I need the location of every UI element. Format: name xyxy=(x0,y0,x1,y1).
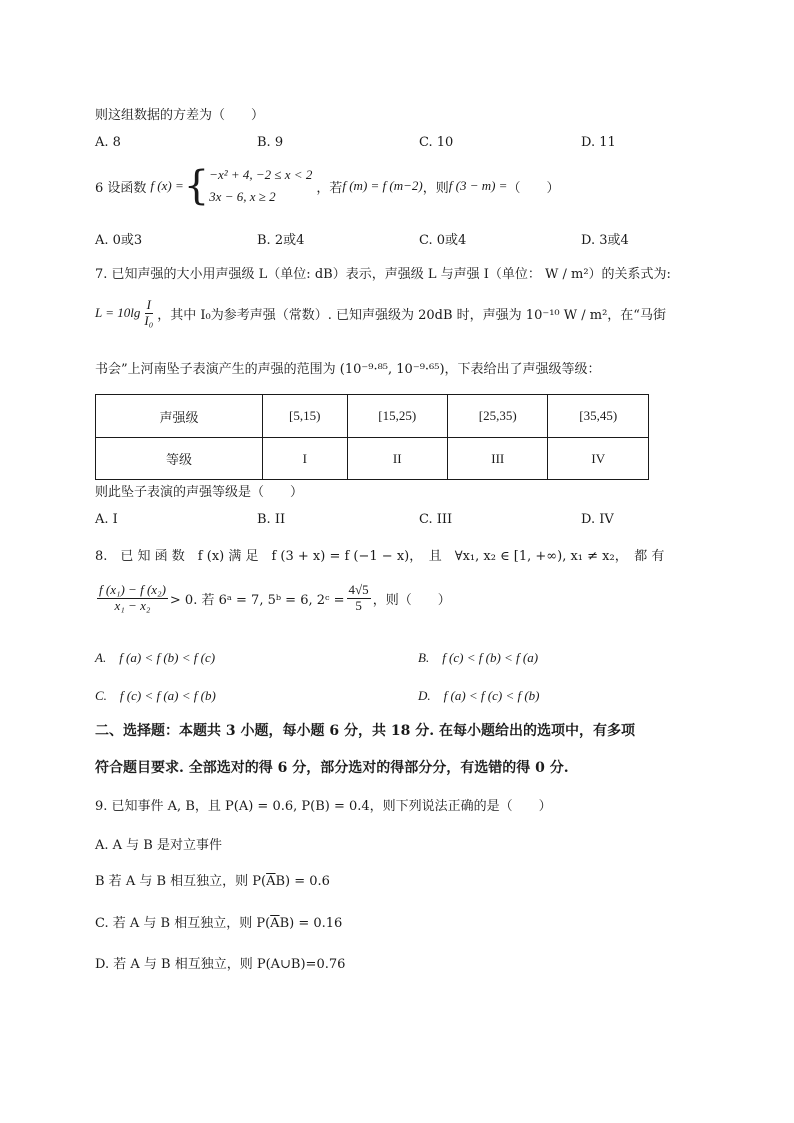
q6-options xyxy=(95,229,745,248)
q6-mid: ，若 xyxy=(316,180,343,196)
q7-frac-num: I xyxy=(146,297,151,312)
q6-stem xyxy=(95,164,559,208)
q6-prefix: 6 设函数 xyxy=(95,180,147,196)
table-cell: [15,25) xyxy=(347,395,447,438)
table-cell: 声强级 xyxy=(96,395,263,438)
table-cell: 等级 xyxy=(96,438,263,480)
q8-frac-num: f (x₁) − f (x₂) xyxy=(99,582,166,597)
section-2-heading-line-2: 符合题目要求. 全部选对的得 6 分，部分选对的得部分分，有选错的得 0 分. xyxy=(95,760,569,776)
q5-option-b: B. 9 xyxy=(257,135,284,150)
q9-option-c-pre: C. 若 A 与 B 相互独立，则 P( xyxy=(95,916,271,931)
q8-option-d: D. f (a) < f (c) < f (b) xyxy=(418,688,540,703)
q7-option-d: D. IV xyxy=(581,512,614,527)
q6-cases xyxy=(209,164,312,208)
q6-brace: { xyxy=(183,163,210,209)
q8-line-1: 8. 已 知 函 数 f (x) 满 足 f (3 + x) = f (−1 − x)， 且 ∀x₁, x₂ ∈ [1, +∞), x₁ ≠ x₂， 都 有 xyxy=(95,549,665,564)
q6-option-a: A. 0或3 xyxy=(95,233,143,248)
q7-line-1: 7. 已知声强的大小用声强级 L（单位: dB）表示，声强级 L 与声强 I（单位： W / m²）的关系式为: xyxy=(95,267,671,282)
q7-frac-den: I₀ xyxy=(144,312,154,328)
table-row-grade xyxy=(96,438,649,480)
q8-line-2 xyxy=(95,583,451,614)
q5-option-c: C. 10 xyxy=(419,135,454,150)
q9-option-a: A. A 与 B 是对立事件 xyxy=(95,838,222,853)
q7-line-3: 书会”上河南坠子表演产生的声强的范围为 (10⁻⁹·⁸⁵, 10⁻⁹·⁶⁵)，下表给出了声强级等级： xyxy=(95,362,601,377)
q6-mid2: ，则 xyxy=(422,180,449,196)
q6-option-d: D. 3或4 xyxy=(581,233,629,248)
q7-after-table: 则此坠子表演的声强等级是（ ） xyxy=(95,485,304,500)
q9-option-b-post: B) = 0.6 xyxy=(275,874,330,889)
table-row-level xyxy=(96,395,649,438)
q7-line-2-text: ，其中 I₀为参考声强（常数）. 已知声强级为 20dB 时，声强为 10⁻¹⁰ W / m²，在“马街 xyxy=(157,307,666,323)
q6-paren: （ ） xyxy=(507,180,560,196)
q6-condition: f (m) = f (m−2) xyxy=(342,178,423,193)
q6-ask: f (3 − m) = xyxy=(448,178,508,193)
q8-frac-den: x₁ − x₂ xyxy=(114,597,151,613)
q7-option-b: B. II xyxy=(257,512,286,527)
q7-fraction xyxy=(142,298,155,329)
table-cell: I xyxy=(263,438,348,480)
q8-option-a: A. f (a) < f (b) < f (c) xyxy=(95,650,216,665)
q7-options xyxy=(95,512,745,527)
q5-stem: 则这组数据的方差为（ ） xyxy=(95,108,265,123)
q8-fraction xyxy=(97,583,168,614)
q8-root-num: 4√5 xyxy=(348,582,369,597)
table-cell: [35,45) xyxy=(548,395,649,438)
q8-option-c: C. f (c) < f (a) < f (b) xyxy=(95,688,216,703)
q5-option-a: A. 8 xyxy=(95,135,121,150)
q6-option-c: C. 0或4 xyxy=(419,233,467,248)
q6-case-1: −x² + 4, −2 ≤ x < 2 xyxy=(209,167,313,182)
table-cell: [5,15) xyxy=(263,395,348,438)
q6-func-name: f (x) = xyxy=(150,178,184,193)
q9-stem: 9. 已知事件 A, B，且 P(A) = 0.6, P(B) = 0.4，则下列说法正确的是（ ） xyxy=(95,799,552,814)
q8-root-den: 5 xyxy=(355,597,362,613)
section-2-heading-line-1: 二、选择题：本题共 3 小题，每小题 6 分，共 18 分. 在每小题给出的选项中，有多项 xyxy=(95,723,635,739)
q7-line-2 xyxy=(95,298,666,329)
sound-level-table xyxy=(95,394,649,480)
table-cell: III xyxy=(448,438,548,480)
q6-option-b: B. 2或4 xyxy=(257,233,305,248)
table-cell: [25,35) xyxy=(448,395,548,438)
q7-option-a: A. I xyxy=(95,512,118,527)
q5-options xyxy=(95,135,745,150)
q9-option-c-post: B) = 0.16 xyxy=(279,916,343,931)
q9-option-c-bar: $\overline{A}$ xyxy=(270,916,280,931)
q8-option-b: B. f (c) < f (b) < f (a) xyxy=(418,650,539,665)
q8-root-fraction xyxy=(347,583,371,614)
q9-option-b xyxy=(95,870,330,889)
q9-option-b-bar: $\overline{A}$ xyxy=(266,874,276,889)
table-cell: II xyxy=(347,438,447,480)
q6-case-2: 3x − 6, x ≥ 2 xyxy=(209,189,276,204)
table-cell: IV xyxy=(548,438,649,480)
q7-formula-lhs: L = 10lg xyxy=(95,305,141,321)
q9-option-b-pre: B 若 A 与 B 相互独立，则 P( xyxy=(95,874,267,889)
q7-option-c: C. III xyxy=(419,512,453,527)
q8-line-2-end: ，则（ ） xyxy=(372,592,451,608)
q9-option-c xyxy=(95,912,342,931)
q9-option-d: D. 若 A 与 B 相互独立，则 P(A∪B)=0.76 xyxy=(95,957,346,972)
q8-line-2-text: > 0. 若 6ᵃ = 7, 5ᵇ = 6, 2ᶜ = xyxy=(169,592,345,608)
q5-option-d: D. 11 xyxy=(581,135,616,150)
